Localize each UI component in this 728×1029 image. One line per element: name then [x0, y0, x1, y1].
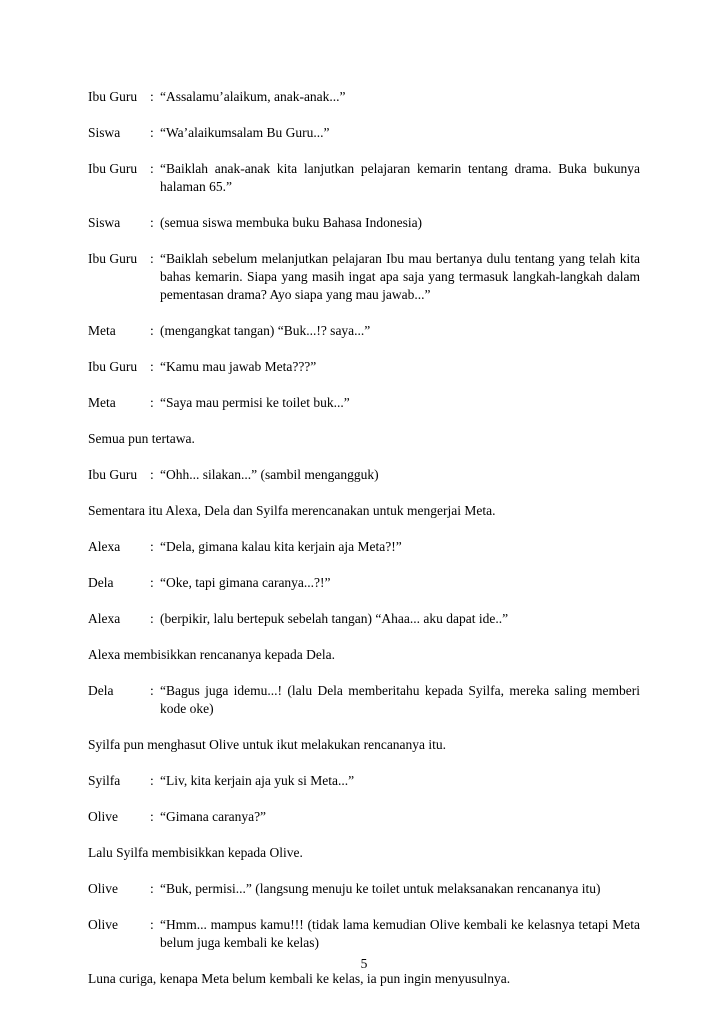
speaker-name: Olive	[88, 917, 118, 932]
speaker-name: Ibu Guru	[88, 161, 138, 176]
speaker-colon: :	[150, 467, 154, 482]
dialog-line	[88, 160, 640, 196]
speaker-name: Ibu Guru	[88, 251, 138, 266]
speaker-colon: :	[150, 539, 154, 554]
dialog-text: “Baiklah anak-anak kita lanjutkan pelajaran kemarin tentang drama. Buka bukunya halaman 65.”	[160, 161, 640, 194]
dialog-line	[88, 538, 640, 556]
narration-line: Sementara itu Alexa, Dela dan Syilfa merencanakan untuk mengerjai Meta.	[88, 503, 496, 518]
dialog-text: “Wa’alaikumsalam Bu Guru...”	[160, 125, 330, 140]
speaker-name: Ibu Guru	[88, 89, 138, 104]
narration-line: Luna curiga, kenapa Meta belum kembali ke kelas, ia pun ingin menyusulnya.	[88, 971, 511, 986]
dialog-line	[88, 88, 640, 106]
dialog-line	[88, 214, 640, 232]
speaker-name: Syilfa	[88, 773, 121, 788]
page-number: 5	[360, 956, 368, 971]
dialog-line	[88, 880, 640, 898]
dialog-line	[88, 682, 640, 718]
speaker-name: Ibu Guru	[88, 467, 138, 482]
dialog-text: “Oke, tapi gimana caranya...?!”	[160, 575, 331, 590]
dialog-line	[88, 610, 640, 628]
dialog-text: “Saya mau permisi ke toilet buk...”	[160, 395, 350, 410]
speaker-name: Ibu Guru	[88, 359, 138, 374]
narration-line: Syilfa pun menghasut Olive untuk ikut melakukan rencananya itu.	[88, 737, 447, 752]
dialog-text: “Baiklah sebelum melanjutkan pelajaran Ibu mau bertanya dulu tentang yang telah kita bahas kemarin. Siapa yang masih ingat apa saja yang termasuk langkah-langkah dalam pementasan drama? Ayo siapa yang mau jawab...”	[160, 251, 640, 302]
dialog-line	[88, 394, 640, 412]
speaker-colon: :	[150, 215, 154, 230]
speaker-colon: :	[150, 125, 154, 140]
dialog-text: “Gimana caranya?”	[160, 809, 267, 824]
speaker-name: Alexa	[88, 611, 121, 626]
narration-line: Lalu Syilfa membisikkan kepada Olive.	[88, 845, 303, 860]
speaker-name: Alexa	[88, 539, 121, 554]
speaker-colon: :	[150, 809, 154, 824]
dialog-line	[88, 772, 640, 790]
dialog-text: (berpikir, lalu bertepuk sebelah tangan) “Ahaa... aku dapat ide..”	[160, 611, 509, 626]
speaker-name: Siswa	[88, 125, 121, 140]
dialog-text: “Assalamu’alaikum, anak-anak...”	[160, 89, 346, 104]
speaker-colon: :	[150, 611, 154, 626]
speaker-colon: :	[150, 881, 154, 896]
dialog-line	[88, 916, 640, 952]
dialog-text: “Hmm... mampus kamu!!! (tidak lama kemudian Olive kembali ke kelasnya tetapi Meta belum juga kembali ke kelas)	[160, 917, 640, 950]
dialog-text: “Buk, permisi...” (langsung menuju ke toilet untuk melaksanakan rencananya itu)	[160, 881, 601, 896]
narration-line: Semua pun tertawa.	[88, 431, 195, 446]
dialog-line	[88, 250, 640, 304]
narration-line: Alexa membisikkan rencananya kepada Dela.	[88, 647, 336, 662]
dialog-text: (semua siswa membuka buku Bahasa Indonesia)	[160, 215, 423, 230]
speaker-name: Dela	[88, 575, 114, 590]
speaker-colon: :	[150, 917, 154, 932]
speaker-colon: :	[150, 89, 154, 104]
speaker-name: Siswa	[88, 215, 121, 230]
speaker-colon: :	[150, 359, 154, 374]
dialog-text: “Liv, kita kerjain aja yuk si Meta...”	[160, 773, 355, 788]
dialog-text: “Bagus juga idemu...! (lalu Dela memberitahu kepada Syilfa, mereka saling memberi kode oke)	[160, 683, 640, 716]
dialog-line	[88, 466, 640, 484]
speaker-colon: :	[150, 161, 154, 176]
dialog-text: (mengangkat tangan) “Buk...!? saya...”	[160, 323, 371, 338]
speaker-name: Meta	[88, 323, 116, 338]
speaker-name: Olive	[88, 809, 118, 824]
speaker-colon: :	[150, 323, 154, 338]
speaker-colon: :	[150, 251, 154, 266]
speaker-name: Dela	[88, 683, 114, 698]
speaker-colon: :	[150, 683, 154, 698]
dialog-text: “Dela, gimana kalau kita kerjain aja Meta?!”	[160, 539, 402, 554]
dialog-line	[88, 808, 640, 826]
speaker-colon: :	[150, 773, 154, 788]
dialog-line	[88, 322, 640, 340]
speaker-colon: :	[150, 395, 154, 410]
dialog-text: “Ohh... silakan...” (sambil mengangguk)	[160, 467, 379, 482]
speaker-colon: :	[150, 575, 154, 590]
dialog-line	[88, 124, 640, 142]
speaker-name: Olive	[88, 881, 118, 896]
dialog-line	[88, 574, 640, 592]
speaker-name: Meta	[88, 395, 116, 410]
script-body	[88, 88, 640, 1006]
dialog-line	[88, 358, 640, 376]
dialog-text: “Kamu mau jawab Meta???”	[160, 359, 317, 374]
